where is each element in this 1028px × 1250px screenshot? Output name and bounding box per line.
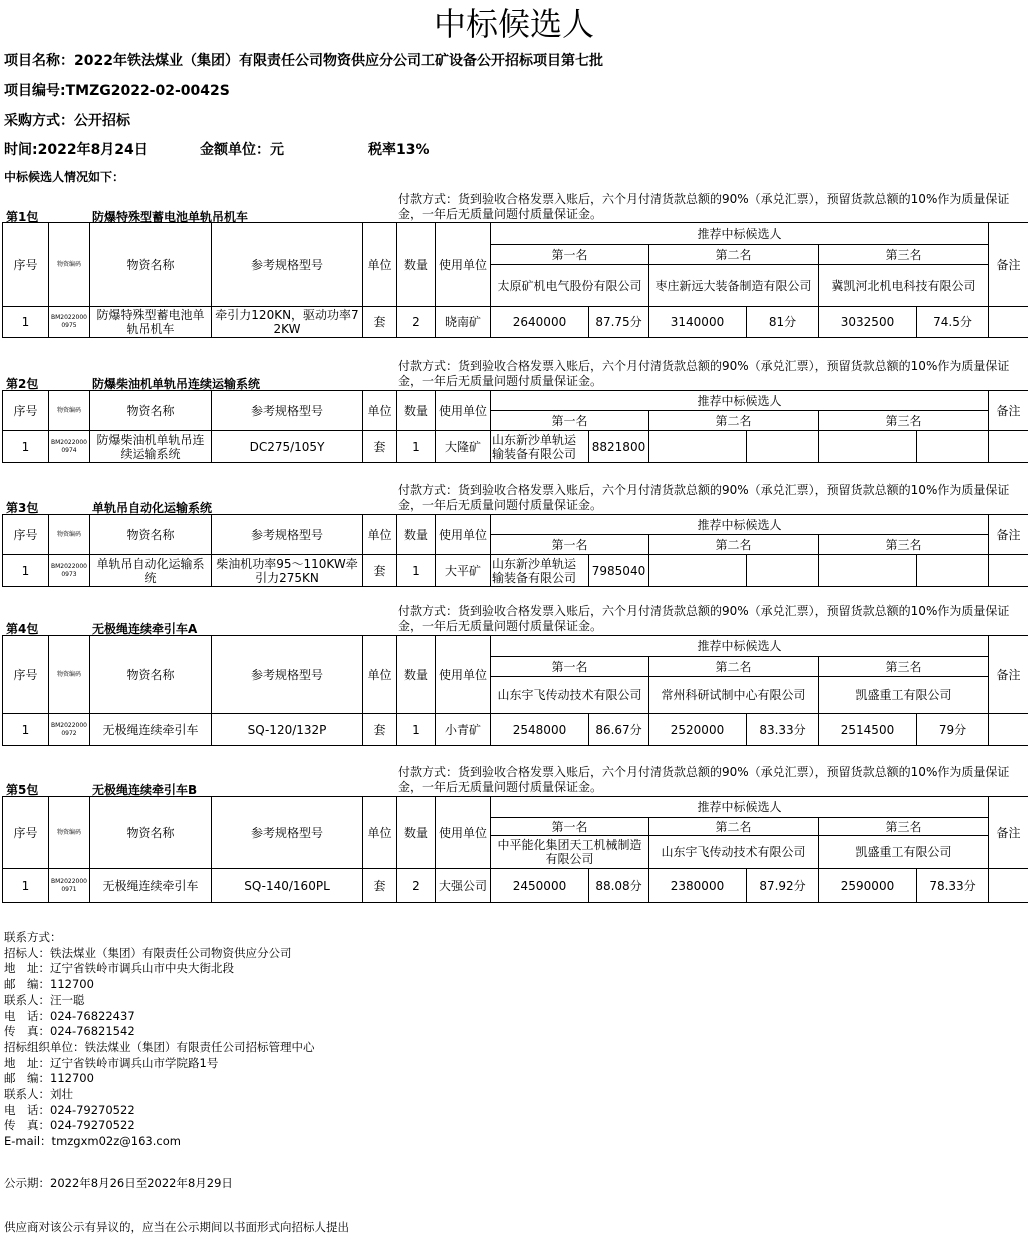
user-header: 使用单位 (436, 515, 491, 555)
email: E-mail：tmzgxm02z@163.com (4, 1134, 181, 1149)
agency-address: 地 址：辽宁省铁岭市调兵山市学院路1号 (4, 1055, 219, 1070)
price-1: 8821800 (589, 431, 649, 463)
rank-third: 第三名 (819, 411, 989, 431)
cell-user: 大平矿 (436, 555, 491, 587)
cell-unit: 套 (363, 714, 397, 746)
objection-notice: 供应商对该公示有异议的，应当在公示期间以书面形式向招标人提出 (4, 1220, 349, 1234)
user-header: 使用单位 (436, 391, 491, 431)
tenderer-phone: 电 话：024-76822437 (4, 1008, 135, 1023)
package-name: 防爆特殊型蓄电池单轨吊机车 (92, 210, 249, 224)
code-header: 物资编码 (49, 391, 90, 431)
procurement-method: 采购方式：公开招标 (4, 113, 130, 129)
rank-first: 第一名 (491, 818, 649, 836)
rank-second: 第二名 (649, 411, 819, 431)
tenderer-zip: 邮 编：112700 (4, 977, 94, 992)
name-header: 物资名称 (90, 515, 212, 555)
publicity-period: 公示期：2022年8月26日至2022年8月29日 (4, 1176, 233, 1190)
score-2: 81分 (747, 307, 819, 338)
cell-seq: 1 (3, 431, 49, 463)
price-2: 3140000 (649, 307, 747, 338)
cell-user: 小青矿 (436, 714, 491, 746)
rank-first: 第一名 (491, 245, 649, 265)
cell-user: 大隆矿 (436, 431, 491, 463)
cell-unit: 套 (363, 555, 397, 587)
remark-header: 备注 (989, 223, 1028, 307)
cell-item: 防爆特殊型蓄电池单轨吊机车 (90, 307, 212, 338)
time-line (4, 139, 430, 159)
score-3: 74.5分 (917, 307, 989, 338)
remark-header: 备注 (989, 797, 1028, 869)
cell-item: 无极绳连续牵引车 (90, 869, 212, 903)
project-no: 项目编号:TMZG2022-02-0042S (4, 83, 230, 99)
rec-header: 推荐中标候选人 (491, 515, 989, 535)
rank-first: 第一名 (491, 657, 649, 677)
cell-remark (989, 714, 1028, 746)
cell-seq: 1 (3, 714, 49, 746)
rank-first: 第一名 (491, 535, 649, 555)
cell-qty: 2 (397, 869, 436, 903)
agency-contact: 联系人：刘壮 (4, 1087, 73, 1102)
cell-unit: 套 (363, 869, 397, 903)
price-1: 2450000 (491, 869, 589, 903)
package-table-2 (2, 390, 1028, 463)
tenderer-contact: 联系人：汪一聪 (4, 992, 85, 1007)
qty-header: 数量 (397, 797, 436, 869)
cell-qty: 2 (397, 307, 436, 338)
spec-header: 参考规格型号 (212, 515, 363, 555)
candidate-3: 冀凯河北机电科技有限公司 (819, 265, 989, 307)
spec-header: 参考规格型号 (212, 223, 363, 307)
score-2 (747, 431, 819, 463)
spec-header: 参考规格型号 (212, 391, 363, 431)
score-3 (917, 431, 989, 463)
payment-terms-3: 付款方式：货到验收合格发票入账后，六个月付清货款总额的90%（承兑汇票），预留货款总额的10%作为质量保证金，一年后无质量问题付质量保证金。 (398, 483, 1010, 512)
unit-header: 单位 (363, 636, 397, 714)
user-header: 使用单位 (436, 797, 491, 869)
price-3 (819, 431, 917, 463)
page-title: 中标候选人 (433, 5, 594, 43)
candidate-1: 山东新沙单轨运输装备有限公司 (491, 555, 589, 587)
cell-item: 无极绳连续牵引车 (90, 714, 212, 746)
name-header: 物资名称 (90, 636, 212, 714)
package-table-1 (2, 222, 1028, 338)
remark-header: 备注 (989, 515, 1028, 555)
cell-user: 大强公司 (436, 869, 491, 903)
price-1: 7985040 (589, 555, 649, 587)
agency: 招标组织单位：铁法煤业（集团）有限责任公司招标管理中心 (4, 1039, 315, 1054)
cell-code: BM2022000 0973 (49, 555, 90, 587)
rank-second: 第二名 (649, 818, 819, 836)
score-1: 86.67分 (589, 714, 649, 746)
cell-item: 防爆柴油机单轨吊连续运输系统 (90, 431, 212, 463)
tax-rate: 税率13% (368, 142, 430, 158)
rank-third: 第三名 (819, 818, 989, 836)
cell-seq: 1 (3, 555, 49, 587)
user-header: 使用单位 (436, 223, 491, 307)
cell-item: 单轨吊自动化运输系统 (90, 555, 212, 587)
rank-first: 第一名 (491, 411, 649, 431)
package-label: 第4包 (6, 622, 39, 636)
score-2: 83.33分 (747, 714, 819, 746)
cell-code: BM2022000 0974 (49, 431, 90, 463)
cell-remark (989, 869, 1028, 903)
score-3: 78.33分 (917, 869, 989, 903)
spec-header: 参考规格型号 (212, 797, 363, 869)
price-3: 2590000 (819, 869, 917, 903)
package-table-4 (2, 635, 1028, 746)
price-2: 2520000 (649, 714, 747, 746)
name-header: 物资名称 (90, 223, 212, 307)
contact-block (4, 930, 315, 1150)
agency-zip: 邮 编：112700 (4, 1071, 94, 1086)
price-2 (649, 555, 747, 587)
candidate-3: 凯盛重工有限公司 (819, 677, 989, 714)
rank-second: 第二名 (649, 657, 819, 677)
qty-header: 数量 (397, 515, 436, 555)
cell-remark (989, 555, 1028, 587)
cell-qty: 1 (397, 714, 436, 746)
cell-remark (989, 431, 1028, 463)
score-3 (917, 555, 989, 587)
code-header: 物资编码 (49, 223, 90, 307)
rank-third: 第三名 (819, 245, 989, 265)
package-name: 单轨吊自动化运输系统 (92, 501, 213, 515)
price-2 (649, 431, 747, 463)
package-name: 无极绳连续牵引车A (92, 622, 198, 636)
user-header: 使用单位 (436, 636, 491, 714)
code-header: 物资编码 (49, 515, 90, 555)
table-row (3, 869, 1028, 903)
candidate-1: 山东宇飞传动技术有限公司 (491, 677, 649, 714)
table-row (3, 307, 1028, 338)
candidate-1: 中平能化集团天工机械制造有限公司 (491, 836, 649, 869)
score-2 (747, 555, 819, 587)
cell-spec: DC275/105Y (212, 431, 363, 463)
cell-spec: 牵引力120KN，驱动功率72KW (212, 307, 363, 338)
time: 时间:2022年8月24日 (4, 142, 148, 158)
qty-header: 数量 (397, 223, 436, 307)
cell-code: BM2022000 0975 (49, 307, 90, 338)
package-name: 无极绳连续牵引车B (92, 783, 198, 797)
seq-header: 序号 (3, 223, 49, 307)
agency-fax: 传 真：024-79270522 (4, 1118, 135, 1133)
package-label: 第5包 (6, 783, 39, 797)
cell-user: 晓南矿 (436, 307, 491, 338)
code-header: 物资编码 (49, 636, 90, 714)
rec-header: 推荐中标候选人 (491, 797, 989, 818)
code-header: 物资编码 (49, 797, 90, 869)
score-2: 87.92分 (747, 869, 819, 903)
package-name: 防爆柴油机单轨吊连续运输系统 (92, 377, 261, 391)
table-row (3, 714, 1028, 746)
package-label: 第1包 (6, 210, 39, 224)
table-row (3, 555, 1028, 587)
payment-terms-2: 付款方式：货到验收合格发票入账后，六个月付清货款总额的90%（承兑汇票），预留货款总额的10%作为质量保证金，一年后无质量问题付质量保证金。 (398, 359, 1010, 388)
unit-header: 单位 (363, 223, 397, 307)
rank-third: 第三名 (819, 535, 989, 555)
score-1: 88.08分 (589, 869, 649, 903)
rank-third: 第三名 (819, 657, 989, 677)
cell-qty: 1 (397, 431, 436, 463)
price-3: 2514500 (819, 714, 917, 746)
seq-header: 序号 (3, 636, 49, 714)
spec-header: 参考规格型号 (212, 636, 363, 714)
tenderer: 招标人：铁法煤业（集团）有限责任公司物资供应分公司 (4, 945, 292, 960)
seq-header: 序号 (3, 797, 49, 869)
cell-spec: 柴油机功率95～110KW牵引力275KN (212, 555, 363, 587)
remark-header: 备注 (989, 391, 1028, 431)
rec-header: 推荐中标候选人 (491, 223, 989, 245)
cell-seq: 1 (3, 307, 49, 338)
cell-remark (989, 307, 1028, 338)
seq-header: 序号 (3, 391, 49, 431)
cell-spec: SQ-120/132P (212, 714, 363, 746)
cell-code: BM2022000 0972 (49, 714, 90, 746)
table-row (3, 431, 1028, 463)
price-1: 2548000 (491, 714, 589, 746)
package-table-3 (2, 514, 1028, 587)
candidate-1: 太原矿机电气股份有限公司 (491, 265, 649, 307)
price-3 (819, 555, 917, 587)
contact-heading: 联系方式： (4, 930, 62, 944)
name-header: 物资名称 (90, 797, 212, 869)
tenderer-fax: 传 真：024-76821542 (4, 1024, 135, 1039)
rank-second: 第二名 (649, 535, 819, 555)
candidate-2: 枣庄新远大装备制造有限公司 (649, 265, 819, 307)
remark-header: 备注 (989, 636, 1028, 714)
project-name: 项目名称：2022年铁法煤业（集团）有限责任公司物资供应分公司工矿设备公开招标项目第七批 (4, 53, 603, 69)
cell-unit: 套 (363, 307, 397, 338)
seq-header: 序号 (3, 515, 49, 555)
intro: 中标候选人情况如下： (4, 170, 125, 184)
price-3: 3032500 (819, 307, 917, 338)
payment-terms-1: 付款方式：货到验收合格发票入账后，六个月付清货款总额的90%（承兑汇票），预留货款总额的10%作为质量保证金，一年后无质量问题付质量保证金。 (398, 192, 1010, 221)
agency-phone: 电 话：024-79270522 (4, 1102, 135, 1117)
rank-second: 第二名 (649, 245, 819, 265)
payment-terms-5: 付款方式：货到验收合格发票入账后，六个月付清货款总额的90%（承兑汇票），预留货款总额的10%作为质量保证金，一年后无质量问题付质量保证金。 (398, 765, 1010, 794)
rec-header: 推荐中标候选人 (491, 636, 989, 657)
qty-header: 数量 (397, 636, 436, 714)
tenderer-address: 地 址：辽宁省铁岭市调兵山市中央大街北段 (4, 961, 234, 976)
package-label: 第3包 (6, 501, 39, 515)
package-label: 第2包 (6, 377, 39, 391)
score-1: 87.75分 (589, 307, 649, 338)
cell-code: BM2022000 0971 (49, 869, 90, 903)
cell-spec: SQ-140/160PL (212, 869, 363, 903)
unit-header: 单位 (363, 391, 397, 431)
price-2: 2380000 (649, 869, 747, 903)
qty-header: 数量 (397, 391, 436, 431)
unit-header: 单位 (363, 515, 397, 555)
cell-qty: 1 (397, 555, 436, 587)
payment-terms-4: 付款方式：货到验收合格发票入账后，六个月付清货款总额的90%（承兑汇票），预留货款总额的10%作为质量保证金，一年后无质量问题付质量保证金。 (398, 604, 1010, 633)
candidate-1: 山东新沙单轨运输装备有限公司 (491, 431, 589, 463)
candidate-2: 山东宇飞传动技术有限公司 (649, 836, 819, 869)
score-3: 79分 (917, 714, 989, 746)
amount-unit: 金额单位：元 (200, 142, 284, 158)
rec-header: 推荐中标候选人 (491, 391, 989, 411)
price-1: 2640000 (491, 307, 589, 338)
package-table-5 (2, 796, 1028, 903)
candidate-2: 常州科研试制中心有限公司 (649, 677, 819, 714)
cell-seq: 1 (3, 869, 49, 903)
name-header: 物资名称 (90, 391, 212, 431)
unit-header: 单位 (363, 797, 397, 869)
candidate-3: 凯盛重工有限公司 (819, 836, 989, 869)
cell-unit: 套 (363, 431, 397, 463)
